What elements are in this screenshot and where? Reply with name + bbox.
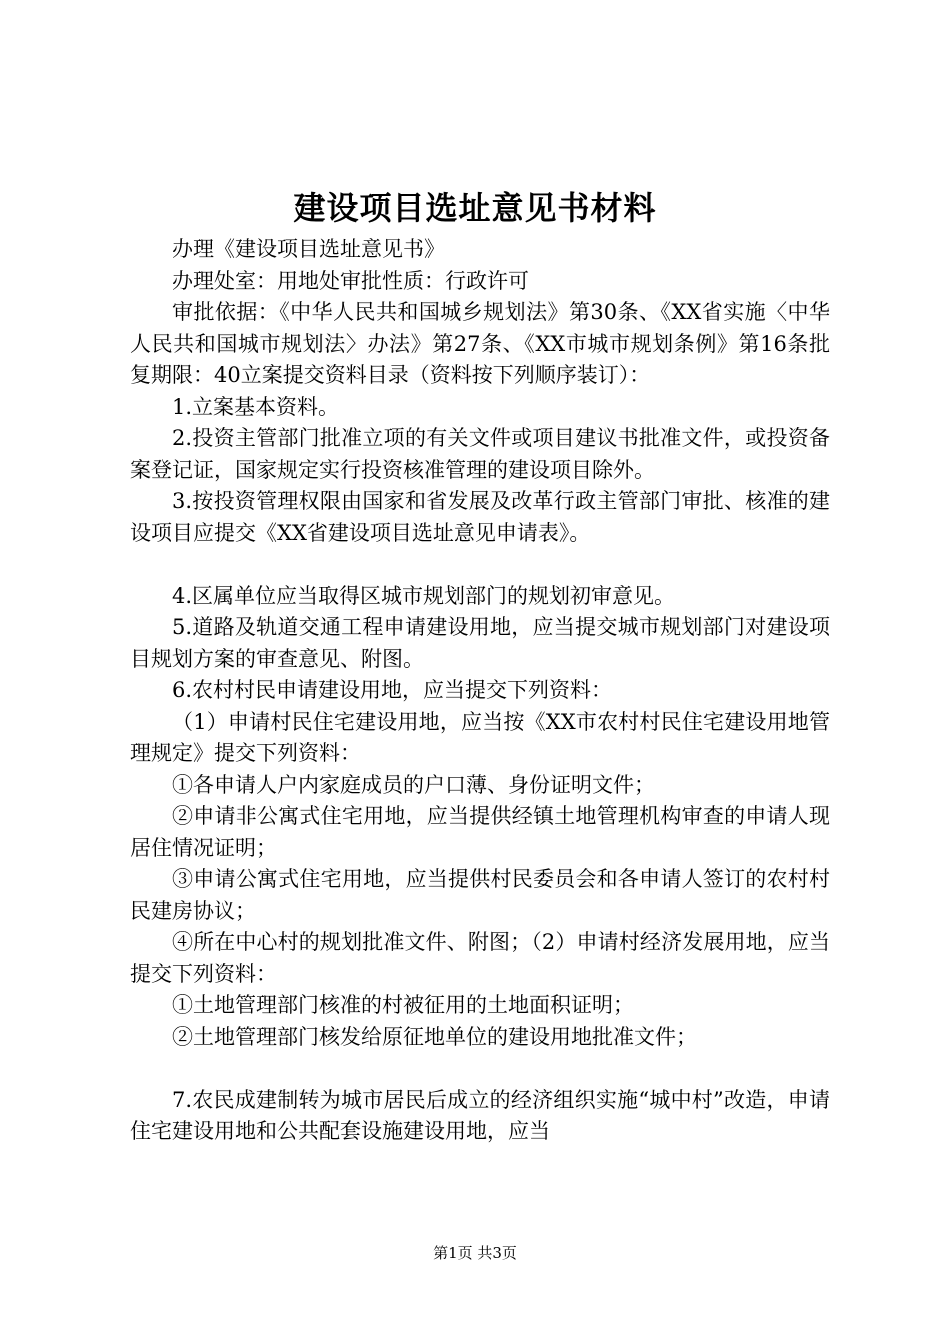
paragraph-circled-3: ③申请公寓式住宅用地，应当提供村民委员会和各申请人签订的农村村民建房协议；	[130, 867, 830, 923]
paragraph-office: 办理处室：用地处审批性质：行政许可	[172, 268, 529, 293]
paragraph-handle: 办理《建设项目选址意见书》	[172, 237, 445, 261]
page-number-footer: 第1页 共3页	[433, 1244, 517, 1262]
paragraph-circled-4: ④所在中心村的规划批准文件、附图；（2）申请村经济发展用地，应当提交下列资料：	[130, 930, 830, 986]
paragraph-item-2: 2.投资主管部门批准立项的有关文件或项目建议书批准文件，或投资备案登记证，国家规定实行投资核准管理的建设项目除外。	[130, 426, 830, 482]
paragraph-item-5: 5.道路及轨道交通工程申请建设用地，应当提交城市规划部门对建设项目规划方案的审查意见、附图。	[130, 615, 830, 671]
paragraph-item-4: 4.区属单位应当取得区城市规划部门的规划初审意见。	[172, 583, 676, 608]
paragraph-item-3: 3.按投资管理权限由国家和省发展及改革行政主管部门审批、核准的建设项目应提交《XX省建设项目选址意见申请表》。	[130, 489, 830, 545]
paragraph-circled-1: ①各申请人户内家庭成员的户口薄、身份证明文件；	[172, 772, 655, 797]
paragraph-basis: 审批依据：《中华人民共和国城乡规划法》第30条、《XX省实施〈中华人民共和国城市规划法〉办法》第27条、《XX市城市规划条例》第16条批复期限：40立案提交资料目录（资料按下列顺序装订）：	[130, 300, 830, 387]
paragraph-land-circled-2: ②土地管理部门核发给原征地单位的建设用地批准文件；	[172, 1024, 697, 1049]
document-body	[130, 234, 830, 1148]
paragraph-circled-2: ②申请非公寓式住宅用地，应当提供经镇土地管理机构审查的申请人现居住情况证明；	[130, 804, 830, 860]
paragraph-item-6: 6.农村村民申请建设用地，应当提交下列资料：	[172, 678, 613, 702]
paragraph-item-7: 7.农民成建制转为城市居民后成立的经济组织实施“城中村”改造，申请住宅建设用地和公共配套设施建设用地，应当	[130, 1087, 830, 1143]
paragraph-item-1: 1.立案基本资料。	[172, 394, 340, 419]
document-title: 建设项目选址意见书材料	[293, 189, 657, 227]
paragraph-land-circled-1: ①土地管理部门核准的村被征用的土地面积证明；	[172, 993, 634, 1017]
paragraph-subitem-6-1: （1）申请村民住宅建设用地，应当按《XX市农村村民住宅建设用地管理规定》提交下列资料：	[130, 709, 830, 765]
